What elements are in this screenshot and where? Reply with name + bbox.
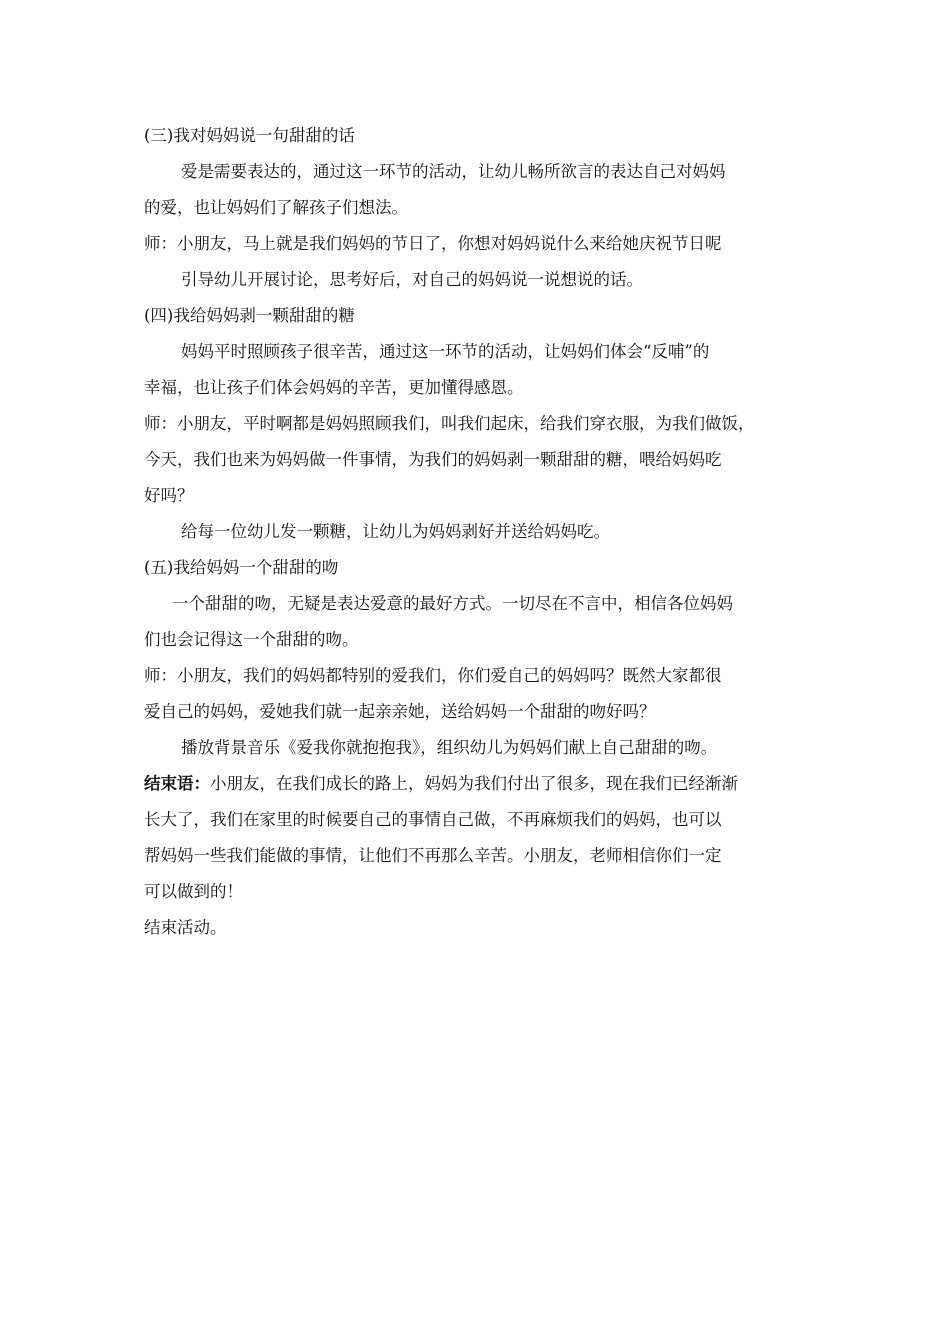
section-5-teacher-line-1: 师：小朋友，我们的妈妈都特别的爱我们，你们爱自己的妈妈吗？既然大家都很 <box>144 666 722 685</box>
section-5-intro-line-2: 们也会记得这一个甜甜的吻。 <box>144 630 359 649</box>
closing-end: 结束活动。 <box>144 918 227 937</box>
section-4-intro-line-1: 妈妈平时照顾孩子很辛苦，通过这一环节的活动，让妈妈们体会“反哺”的 <box>181 342 710 361</box>
closing-line-3: 帮妈妈一些我们能做的事情，让他们不再那么辛苦。小朋友，老师相信你们一定 <box>144 846 722 865</box>
section-4-action: 给每一位幼儿发一颗糖，让幼儿为妈妈剥好并送给妈妈吃。 <box>181 522 610 541</box>
section-3-intro-line-1: 爱是需要表达的，通过这一环节的活动，让幼儿畅所欲言的表达自己对妈妈 <box>181 162 726 181</box>
section-heading-5: (五)我给妈妈一个甜甜的吻 <box>144 558 339 577</box>
section-heading-4: (四)我给妈妈剥一颗甜甜的糖 <box>144 306 355 325</box>
section-3-intro-line-2: 的爱，也让妈妈们了解孩子们想法。 <box>144 198 408 217</box>
section-4-teacher-line-1: 师：小朋友，平时啊都是妈妈照顾我们，叫我们起床，给我们穿衣服，为我们做饭， <box>144 414 755 433</box>
closing-text-1: 小朋友，在我们成长的路上，妈妈为我们付出了很多，现在我们已经渐渐 <box>210 774 738 793</box>
section-5-intro-line-1: 一个甜甜的吻，无疑是表达爱意的最好方式。一切尽在不言中，相信各位妈妈 <box>172 594 733 613</box>
document-page <box>144 118 808 946</box>
section-3-teacher-line-1: 师：小朋友，马上就是我们妈妈的节日了，你想对妈妈说什么来给她庆祝节日呢 <box>144 234 722 253</box>
section-5-teacher-line-2: 爱自己的妈妈，爱她我们就一起亲亲她，送给妈妈一个甜甜的吻好吗？ <box>144 702 656 721</box>
closing-line-2: 长大了，我们在家里的时候要自己的事情自己做，不再麻烦我们的妈妈，也可以 <box>144 810 722 829</box>
closing-line-4: 可以做到的！ <box>144 882 243 901</box>
section-4-teacher-line-2: 今天，我们也来为妈妈做一件事情，为我们的妈妈剥一颗甜甜的糖，喂给妈妈吃 <box>144 450 722 469</box>
section-4-intro-line-2: 幸福，也让孩子们体会妈妈的辛苦，更加懂得感恩。 <box>144 378 524 397</box>
section-5-action: 播放背景音乐《爱我你就抱抱我》，组织幼儿为妈妈们献上自己甜甜的吻。 <box>181 738 718 757</box>
closing-line-1 <box>144 766 808 802</box>
section-4-teacher-line-3: 好吗？ <box>144 486 194 505</box>
section-3-action: 引导幼儿开展讨论，思考好后，对自己的妈妈说一说想说的话。 <box>181 270 643 289</box>
closing-label: 结束语： <box>144 774 210 793</box>
section-heading-3: (三)我对妈妈说一句甜甜的话 <box>144 126 355 145</box>
